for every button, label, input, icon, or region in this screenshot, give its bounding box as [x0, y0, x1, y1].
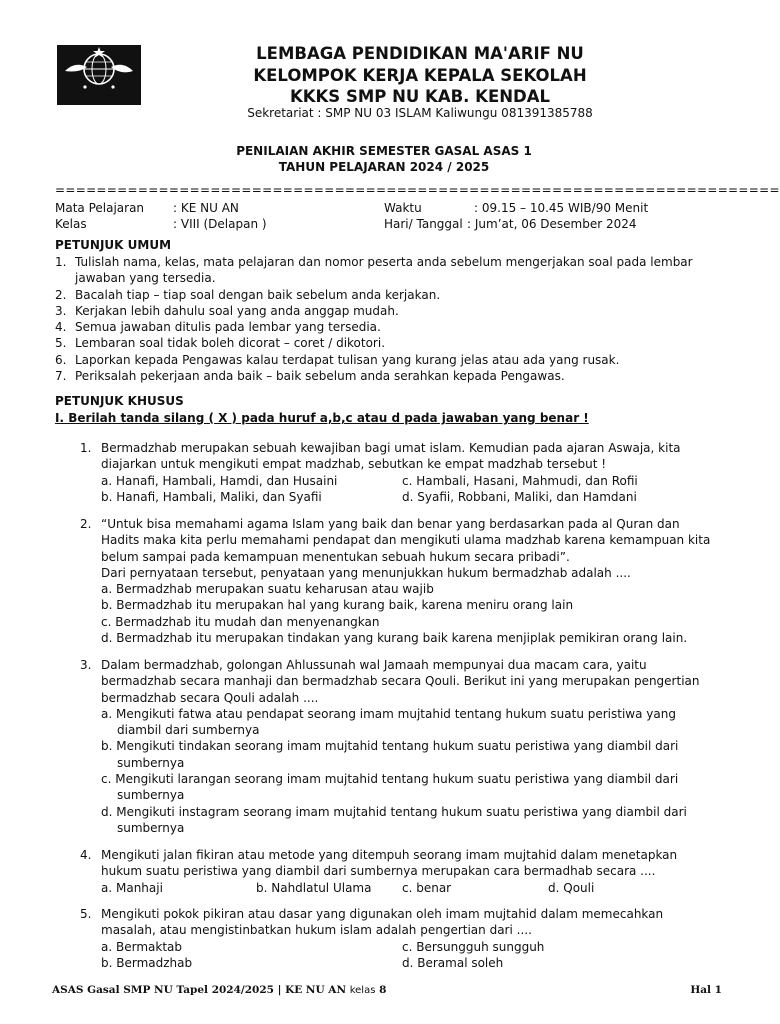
option-a[interactable]: a. Bermaktab [101, 939, 182, 954]
question-1: 1. Bermadzhab merupakan sebuah kewajiban bagi umat islam. Kemudian pada ajaran Aswaja, kita diajarkan untuk mengikuti empat madzhab, sebutkan ke empat madzhab tersebut ! a. Hanafi, Hambali, Hamdi, dan Husaini c. Hambali, Hasani, Mahmudi, dan Rofii b. Hanafi, Hambali, Maliki, dan Syafii d. Syafii, Robbani, Maliki, dan Hamdani [80, 440, 720, 505]
rule-item: 2. Bacalah tiap – tiap soal dengan baik sebelum anda kerjakan. [55, 287, 441, 302]
option-b[interactable]: b. Hanafi, Hambali, Maliki, dan Syafii [101, 489, 322, 504]
separator-line: ====================================================================== [55, 183, 780, 197]
option-d[interactable]: d. Qouli [548, 880, 595, 895]
general-instructions-heading: PETUNJUK UMUM [55, 238, 172, 252]
question-text: Mengikuti jalan fikiran atau metode yang ditempuh seorang imam mujtahid dalam menetapkan hukum suatu peristiwa yang diambil dari sumbernya merupakan cara bermadhab secara .... [101, 848, 678, 879]
option-d[interactable]: d. Bermadzhab itu merupakan tindakan yang kurang baik karena menjiplak pemikiran orang lain. [101, 631, 688, 646]
option-a[interactable]: a. Manhaji [101, 880, 163, 895]
question-text: “Untuk bisa memahami agama Islam yang baik dan benar yang berdasarkan pada al Quran dan Hadits maka kita perlu memahami pendapat dan mengikuti ulama madzhab karena kemampuan kita belum sampai pada kemampuan menentukan sebuah hukum secara pribadi”. [101, 517, 711, 564]
class-label: Kelas [55, 217, 87, 231]
question-text: Bermadzhab merupakan sebuah kewajiban bagi umat islam. Kemudian pada ajaran Aswaja, kita diajarkan untuk mengikuti empat madzhab, sebutkan ke empat madzhab tersebut ! [101, 441, 681, 472]
footer-class-number: 8 [379, 984, 387, 996]
date-label: Hari/ Tanggal [384, 217, 463, 231]
footer-class-label: kelas [349, 985, 376, 996]
rule-item: 7. Periksalah pekerjaan anda baik – baik sebelum anda serahkan kepada Pengawas. [55, 369, 565, 384]
page-number: Hal 1 [690, 984, 722, 996]
institution-name: LEMBAGA PENDIDIKAN MA'ARIF NU [256, 44, 584, 63]
rule-item: 5. Lembaran soal tidak boleh dicorat – coret / dikotori. [55, 336, 386, 351]
option-c[interactable]: c. Bersungguh sungguh [402, 939, 545, 954]
question-text: Dalam bermadzhab, golongan Ahlussunah wal Jamaah mempunyai dua macam cara, yaitu bermadzhab secara manhaji dan bermadzhab secara Qouli. Berikut ini yang merupakan pengertian bermadzhab secara Qouli adalah .... [101, 658, 700, 705]
subject-value: : KE NU AN [173, 201, 239, 215]
question-prompt: Dari pernyataan tersebut, penyataan yang menunjukkan hukum bermadzhab adalah .... [101, 565, 631, 580]
option-b[interactable]: b. Bermadzhab itu merupakan hal yang kurang baik, karena meniru orang lain [101, 598, 574, 613]
option-c[interactable]: c. Bermadzhab itu mudah dan menyenangkan [101, 614, 380, 629]
option-d[interactable]: d. Mengikuti instagram seorang imam mujtahid tentang hukum suatu peristiwa yang diambil dari sumbernya [101, 804, 687, 835]
time-value: : 09.15 – 10.45 WIB/90 Menit [474, 201, 649, 215]
option-b[interactable]: b. Nahdlatul Ulama [256, 880, 372, 895]
option-b[interactable]: b. Bermadzhab [101, 955, 193, 970]
option-d[interactable]: d. Syafii, Robbani, Maliki, dan Hamdani [402, 489, 637, 504]
globe-star-icon [57, 45, 141, 95]
special-instructions-heading: PETUNJUK KHUSUS [55, 394, 184, 408]
option-b[interactable]: b. Mengikuti tindakan seorang imam mujtahid tentang hukum suatu peristiwa yang diambil dari sumbernya [101, 739, 679, 770]
academic-year: TAHUN PELAJARAN 2024 / 2025 [278, 160, 490, 174]
committee-name: KELOMPOK KERJA KEPALA SEKOLAH [253, 66, 587, 85]
page-footer [52, 984, 722, 996]
question-5: 5. Mengikuti pokok pikiran atau dasar yang digunakan oleh imam mujtahid dalam memecahkan masalah, atau mengistinbatkan hukum islam adalah pengertian dari .... a. Bermaktab c. Bersungguh sungguh b. Bermadzhab d. Beramal soleh [80, 906, 720, 971]
question-4: 4. Mengikuti jalan fikiran atau metode yang ditempuh seorang imam mujtahid dalam menetapkan hukum suatu peristiwa yang diambil dari sumbernya merupakan cara bermadhab secara .... a. Manhaji b. Nahdlatul Ulama c. benar d. Qouli [80, 847, 720, 896]
option-c[interactable]: c. Hambali, Hasani, Mahmudi, dan Rofii [402, 473, 638, 488]
question-2: 2. “Untuk bisa memahami agama Islam yang baik dan benar yang berdasarkan pada al Quran dan Hadits maka kita perlu memahami pendapat dan mengikuti ulama madzhab karena kemampuan kita belum sampai pada kemampuan menentukan sebuah hukum secara pribadi”. Dari pernyataan tersebut, penyataan yang menunjukkan hukum bermadzhab adalah .... a. Bermadzhab merupakan suatu keharusan atau wajib b. Bermadzhab itu merupakan hal yang kurang baik, karena meniru orang lain c. Bermadzhab itu mudah dan menyenangkan d. Bermadzhab itu merupakan tindakan yang kurang baik karena menjiplak pemikiran orang lain. [80, 516, 720, 646]
option-a[interactable]: a. Hanafi, Hambali, Hamdi, dan Husaini [101, 473, 338, 488]
rule-item: 4. Semua jawaban ditulis pada lembar yang tersedia. [55, 320, 381, 335]
class-value: : VIII (Delapan ) [173, 217, 267, 231]
question-text: Mengikuti pokok pikiran atau dasar yang digunakan oleh imam mujtahid dalam memecahkan masalah, atau mengistinbatkan hukum islam adalah pengertian dari .... [101, 907, 664, 938]
general-rules-list [55, 254, 705, 384]
section-instruction: I. Berilah tanda silang ( X ) pada huruf a,b,c atau d pada jawaban yang benar ! [55, 411, 589, 425]
question-3: 3. Dalam bermadzhab, golongan Ahlussunah wal Jamaah mempunyai dua macam cara, yaitu bermadzhab secara manhaji dan bermadzhab secara Qouli. Berikut ini yang merupakan pengertian bermadzhab secara Qouli adalah .... a. Mengikuti fatwa atau pendapat seorang imam mujtahid tentang hukum suatu peristiwa yang diambil dari sumbernya b. Mengikuti tindakan seorang imam mujtahid tentang hukum suatu peristiwa yang diambil dari sumbernya c. Mengikuti larangan seorang imam mujtahid tentang hukum suatu peristiwa yang diambil dari sumbernya d. Mengikuti instagram seorang imam mujtahid tentang hukum suatu peristiwa yang diambil dari sumbernya [80, 657, 720, 836]
rule-item: 1. Tulislah nama, kelas, mata pelajaran dan nomor peserta anda sebelum mengerjakan soal pada lembar jawaban yang tersedia. [55, 255, 693, 286]
kkks-name: KKKS SMP NU KAB. KENDAL [289, 87, 551, 106]
footer-exam-info: ASAS Gasal SMP NU Tapel 2024/2025 | KE NU AN [52, 984, 347, 996]
exam-title: PENILAIAN AKHIR SEMESTER GASAL ASAS 1 [236, 144, 532, 158]
option-a[interactable]: a. Bermadzhab merupakan suatu keharusan atau wajib [101, 582, 434, 597]
secretariat-line: Sekretariat : SMP NU 03 ISLAM Kaliwungu 081391385788 [247, 106, 593, 120]
time-label: Waktu [384, 201, 422, 215]
option-c[interactable]: c. benar [402, 880, 452, 895]
date-value: : Jum’at, 06 Desember 2024 [467, 217, 637, 231]
subject-label: Mata Pelajaran [55, 201, 145, 215]
option-c[interactable]: c. Mengikuti larangan seorang imam mujtahid tentang hukum suatu peristiwa yang diambil dari sumbernya [101, 772, 679, 803]
option-a[interactable]: a. Mengikuti fatwa atau pendapat seorang imam mujtahid tentang hukum suatu peristiwa yang diambil dari sumbernya [101, 706, 676, 738]
logo-caption: LP MA'ARIF NU [65, 94, 133, 103]
option-d[interactable]: d. Beramal soleh [402, 955, 504, 970]
rule-item: 6. Laporkan kepada Pengawas kalau terdapat tulisan yang kurang jelas atau ada yang rusak. [55, 352, 620, 367]
rule-item: 3. Kerjakan lebih dahulu soal yang anda anggap mudah. [55, 303, 399, 318]
